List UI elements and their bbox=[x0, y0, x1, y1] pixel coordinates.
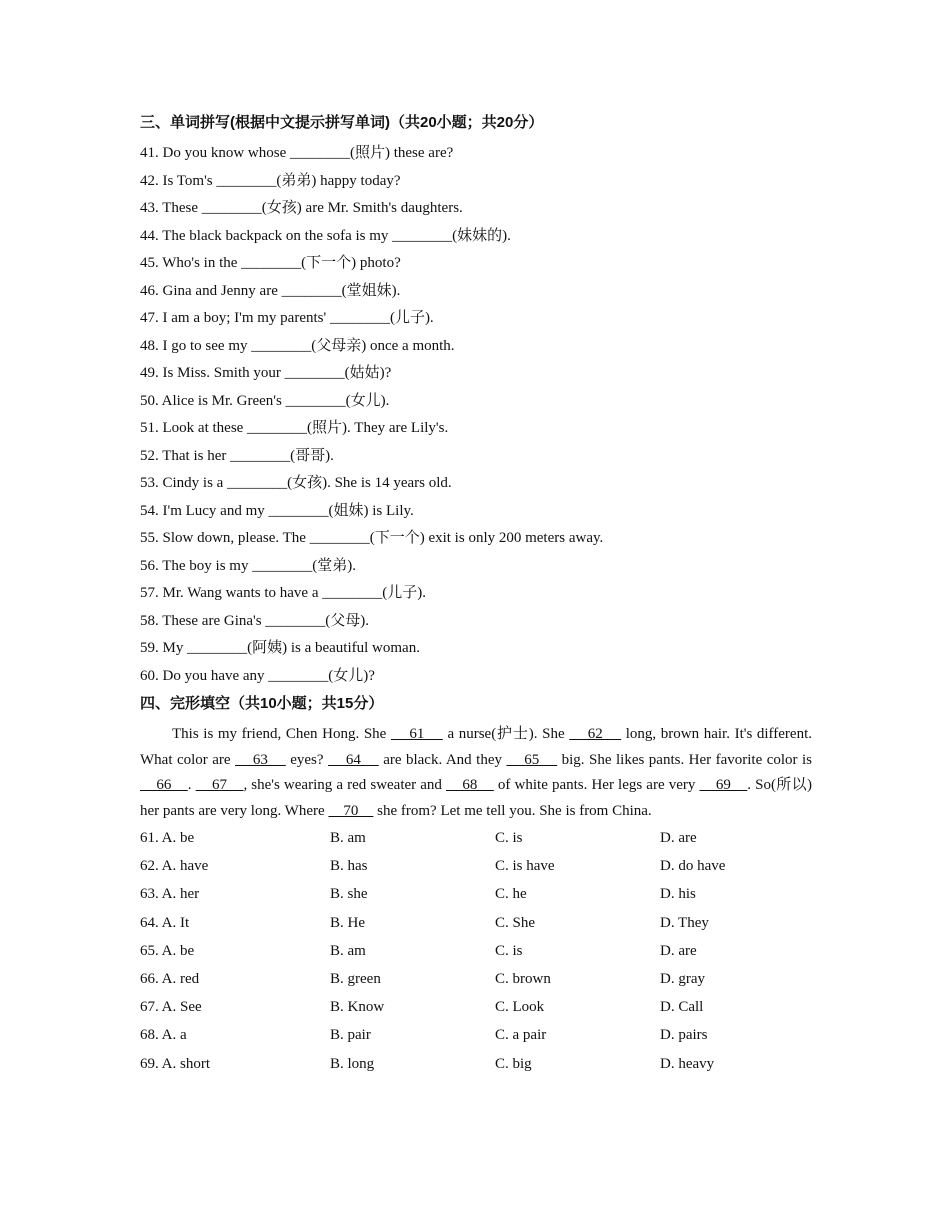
option-b: B. am bbox=[330, 942, 366, 959]
passage-text: , she's wearing a red sweater and bbox=[243, 777, 447, 793]
cloze-passage bbox=[140, 722, 812, 824]
passage-text: she from? Let me tell you. She is from China. bbox=[373, 802, 652, 819]
options-61 bbox=[140, 824, 812, 852]
option-d: D. heavy bbox=[660, 1055, 715, 1072]
option-d: D. gray bbox=[660, 970, 705, 987]
option-c: C. She bbox=[495, 914, 536, 931]
option-b: B. Know bbox=[330, 999, 385, 1016]
option-a: 61. A. be bbox=[140, 830, 195, 846]
option-b: B. am bbox=[330, 830, 366, 846]
passage-text: . bbox=[187, 777, 196, 793]
question-44: 44. The black backpack on the sofa is my ________(妹妹的). bbox=[140, 227, 511, 244]
option-c: C. is have bbox=[495, 858, 555, 875]
option-d: D. Call bbox=[660, 999, 704, 1016]
question-58: 58. These are Gina's ________(父母). bbox=[140, 612, 370, 629]
blank-61: 61 bbox=[390, 726, 443, 742]
options-62 bbox=[140, 852, 812, 880]
option-b: B. long bbox=[330, 1055, 375, 1072]
question-50: 50. Alice is Mr. Green's ________(女儿). bbox=[140, 392, 390, 409]
option-c: C. is bbox=[495, 830, 523, 846]
option-c: C. Look bbox=[495, 999, 545, 1016]
option-a: 68. A. a bbox=[140, 1027, 187, 1044]
blank-66: 66 bbox=[140, 777, 188, 793]
question-46: 46. Gina and Jenny are ________(堂姐妹). bbox=[140, 282, 401, 299]
blank-62: 62 bbox=[569, 726, 622, 742]
option-a: 62. A. have bbox=[140, 858, 209, 875]
passage-text: a nurse(护士). She bbox=[442, 726, 570, 742]
cloze-options bbox=[140, 824, 812, 1078]
option-d: D. are bbox=[660, 830, 697, 846]
question-49: 49. Is Miss. Smith your ________(姑姑)? bbox=[140, 365, 392, 381]
section-4-heading: 四、完形填空（共10小题；共15分） bbox=[140, 695, 384, 712]
question-42: 42. Is Tom's ________(弟弟) happy today? bbox=[140, 172, 401, 189]
question-52: 52. That is her ________(哥哥). bbox=[140, 447, 334, 464]
option-c: C. big bbox=[495, 1055, 532, 1072]
blank-68: 68 bbox=[446, 777, 494, 793]
option-b: B. pair bbox=[330, 1027, 371, 1044]
passage-text: eyes? bbox=[285, 751, 328, 768]
question-47: 47. I am a boy; I'm my parents' ________(儿子). bbox=[140, 310, 434, 326]
question-56: 56. The boy is my ________(堂弟). bbox=[140, 557, 356, 574]
passage-text: long, brown hair. It's different. What color are bbox=[140, 726, 813, 768]
option-b: B. she bbox=[330, 886, 368, 903]
question-60: 60. Do you have any ________(女儿)? bbox=[140, 667, 375, 684]
options-66 bbox=[140, 965, 812, 993]
question-57: 57. Mr. Wang wants to have a ________(儿子). bbox=[140, 585, 426, 601]
question-55: 55. Slow down, please. The ________(下一个) exit is only 200 meters away. bbox=[140, 530, 604, 546]
passage-text: are black. And they bbox=[378, 751, 507, 768]
option-b: B. has bbox=[330, 858, 368, 875]
option-c: C. is bbox=[495, 942, 523, 959]
question-41: 41. Do you know whose ________(照片) these are? bbox=[140, 145, 454, 161]
question-53: 53. Cindy is a ________(女孩). She is 14 years old. bbox=[140, 475, 452, 491]
options-69 bbox=[140, 1050, 812, 1078]
question-51: 51. Look at these ________(照片). They are Lily's. bbox=[140, 420, 449, 436]
option-a: 65. A. be bbox=[140, 942, 195, 959]
option-d: D. pairs bbox=[660, 1027, 708, 1044]
blank-65: 65 bbox=[506, 751, 558, 768]
option-a: 66. A. red bbox=[140, 970, 200, 987]
options-64 bbox=[140, 909, 812, 937]
option-a: 69. A. short bbox=[140, 1055, 211, 1072]
option-a: 63. A. her bbox=[140, 886, 200, 903]
option-d: D. are bbox=[660, 942, 697, 959]
blank-67: 67 bbox=[195, 777, 244, 793]
spelling-question-list bbox=[140, 140, 812, 690]
passage-text: . So(所以) her pants are very long. Where bbox=[140, 777, 812, 819]
question-54: 54. I'm Lucy and my ________(姐妹) is Lily. bbox=[140, 502, 414, 519]
passage-text: big. She likes pants. Her favorite color is bbox=[557, 751, 813, 768]
option-d: D. do have bbox=[660, 858, 726, 875]
passage-text: of white pants. Her legs are very bbox=[493, 777, 700, 793]
option-b: B. green bbox=[330, 970, 381, 987]
exam-page bbox=[140, 112, 812, 1078]
blank-63: 63 bbox=[235, 751, 286, 768]
question-45: 45. Who's in the ________(下一个) photo? bbox=[140, 255, 401, 271]
option-c: C. brown bbox=[495, 970, 551, 987]
option-b: B. He bbox=[330, 914, 365, 931]
options-65 bbox=[140, 937, 812, 965]
options-63 bbox=[140, 880, 812, 908]
options-67 bbox=[140, 993, 812, 1021]
option-d: D. They bbox=[660, 914, 709, 931]
passage-text: This is my friend, Chen Hong. She bbox=[172, 726, 391, 742]
option-c: C. he bbox=[495, 886, 527, 903]
option-a: 67. A. See bbox=[140, 999, 202, 1016]
section-3-heading: 三、单词拼写(根据中文提示拼写单词)（共20小题；共20分） bbox=[140, 114, 544, 131]
question-59: 59. My ________(阿姨) is a beautiful woman. bbox=[140, 640, 420, 656]
blank-70: 70 bbox=[328, 802, 374, 819]
option-c: C. a pair bbox=[495, 1027, 547, 1044]
option-a: 64. A. It bbox=[140, 914, 190, 931]
options-68 bbox=[140, 1021, 812, 1049]
option-d: D. his bbox=[660, 886, 696, 903]
question-43: 43. These ________(女孩) are Mr. Smith's daughters. bbox=[140, 200, 463, 216]
blank-69: 69 bbox=[699, 777, 748, 793]
question-48: 48. I go to see my ________(父母亲) once a month. bbox=[140, 337, 455, 354]
blank-64: 64 bbox=[328, 751, 379, 768]
